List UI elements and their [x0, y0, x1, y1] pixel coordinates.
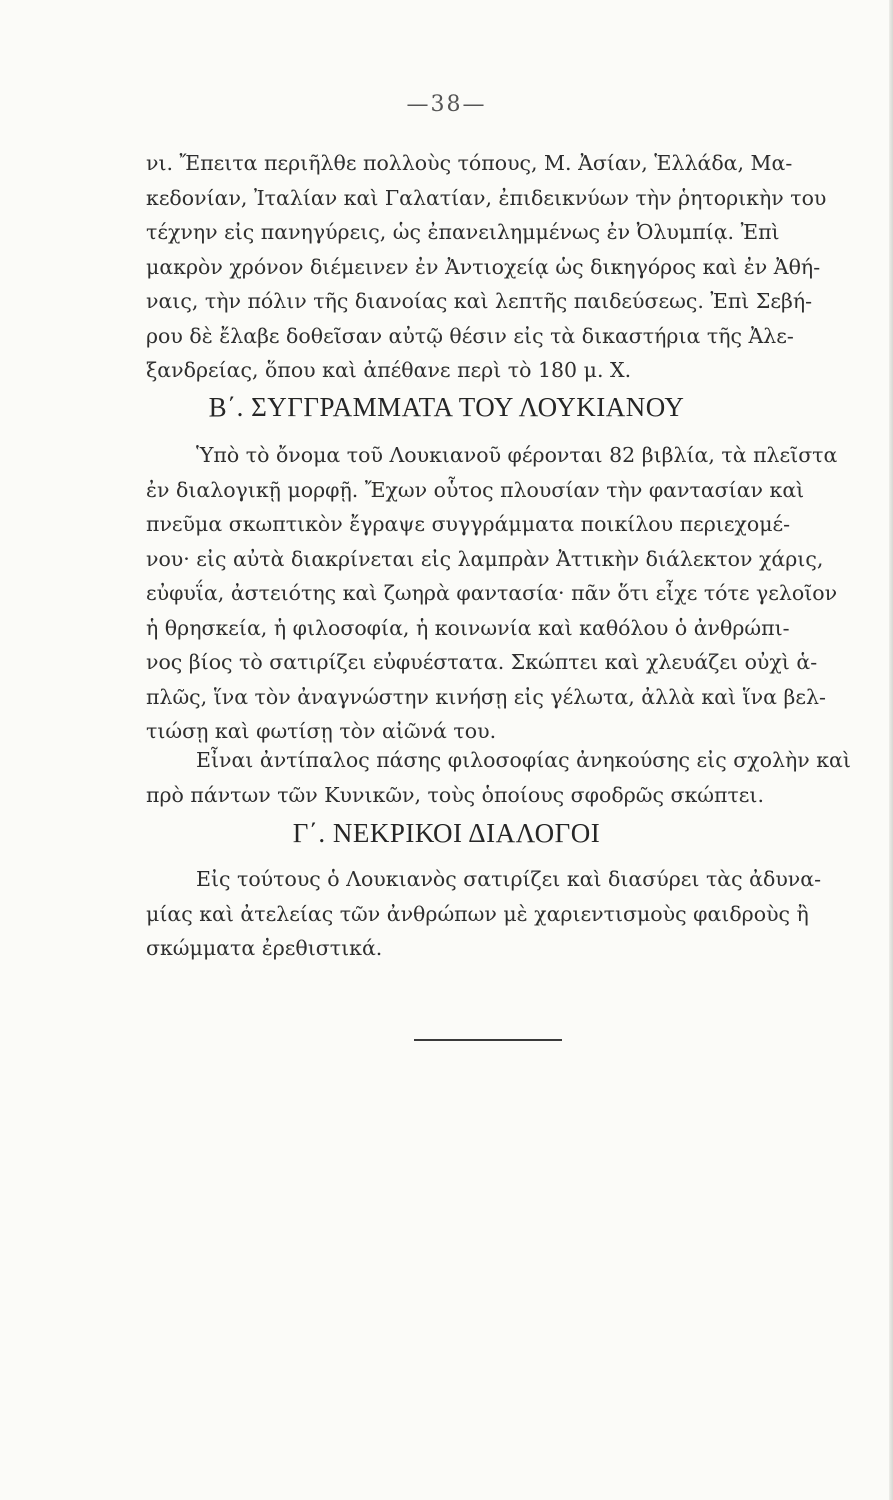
- text-line: τιώσῃ καὶ φωτίσῃ τὸν αἰῶνά του.: [146, 719, 497, 743]
- paragraph-opponent: [146, 743, 851, 812]
- text-line: μακρὸν χρόνον διέμεινεν ἐν Ἀντιοχείᾳ ὡς δικηγόρος καὶ ἐν Ἀθή-: [146, 254, 821, 279]
- text-line: πνεῦμα σκωπτικὸν ἔγραψε συγγράμματα ποικίλου περιεχομέ-: [146, 512, 791, 536]
- text-line: τέχνην εἰς πανηγύρεις, ὡς ἐπανειλημμένως ἐν Ὀλυμπίᾳ. Ἐπὶ: [146, 220, 780, 244]
- text-line: κεδονίαν, Ἰταλίαν καὶ Γαλατίαν, ἐπιδεικνύων τὴν ῥητορικὴν του: [146, 185, 827, 210]
- text-line: σκώμματα ἐρεθιστικά.: [146, 936, 383, 960]
- text-line: νος βίος τὸ σατιρίζει εὐφυέστατα. Σκώπτει καὶ χλευάζει οὐχὶ ἁ-: [146, 650, 818, 674]
- text-line: εὐφυΐα, ἀστειότης καὶ ζωηρὰ φαντασία· πᾶν ὅτι εἶχε τότε γελοῖον: [146, 581, 838, 605]
- text-line: πρὸ πάντων τῶν Κυνικῶν, τοὺς ὁποίους σφοδρῶς σκώπτει.: [146, 782, 764, 807]
- text-line: Ὑπὸ τὸ ὄνομα τοῦ Λουκιανοῦ φέρονται 82 βιβλία, τὰ πλεῖστα: [196, 443, 838, 467]
- text-line: ἡ θρησκεία, ἡ φιλοσοφία, ἡ κοινωνία καὶ καθόλου ὁ ἀνθρώπι-: [146, 615, 790, 640]
- text-line: πλῶς, ἵνα τὸν ἀναγνώστην κινήσῃ εἰς γέλωτα, ἀλλὰ καὶ ἵνα βελ-: [146, 684, 826, 709]
- page-edge: [889, 0, 893, 1500]
- paragraph-dialogues: [146, 862, 822, 966]
- text-line: Εἶναι ἀντίπαλος πάσης φιλοσοφίας ἀνηκούσης εἰς σχολὴν καὶ: [196, 748, 851, 772]
- text-line: ναις, τὴν πόλιν τῆς διανοίας καὶ λεπτῆς παιδεύσεως. Ἐπὶ Σεβή-: [146, 289, 813, 313]
- paragraph-writings: [146, 438, 838, 749]
- text-line: νου· εἰς αὐτὰ διακρίνεται εἰς λαμπρὰν Ἀττικὴν διάλεκτον χάρις,: [146, 546, 824, 571]
- section-heading-dialogues: Γ΄. ΝΕΚΡΙΚΟΙ ΔΙΑΛΟΓΟΙ: [292, 818, 601, 848]
- paragraph-biography: [146, 146, 827, 388]
- section-heading-writings: Β΄. ΣΥΓΓΡΑΜΜΑΤΑ ΤΟΥ ΛΟΥΚΙΑΝΟΥ: [208, 392, 685, 422]
- text-line: μίας καὶ ἀτελείας τῶν ἀνθρώπων μὲ χαριεντισμοὺς φαιδροὺς ἢ: [146, 901, 809, 926]
- text-line: νι. Ἔπειτα περιῆλθε πολλοὺς τόπους, Μ. Ἀσίαν, Ἑλλάδα, Μα-: [146, 151, 793, 175]
- text-line: Εἰς τούτους ὁ Λουκιανὸς σατιρίζει καὶ διασύρει τὰς ἀδυνα-: [196, 867, 822, 891]
- text-line: ἐν διαλογικῇ μορφῇ. Ἔχων οὗτος πλουσίαν τὴν φαντασίαν καὶ: [146, 477, 805, 502]
- text-line: ρου δὲ ἔλαβε δοθεῖσαν αὐτῷ θέσιν εἰς τὰ δικαστήρια τῆς Ἀλε-: [146, 323, 794, 348]
- text-line: ξανδρείας, ὅπου καὶ ἀπέθανε περὶ τὸ 180 μ. Χ.: [146, 358, 632, 382]
- page-number: —38—: [406, 92, 487, 117]
- end-rule: [414, 1039, 562, 1041]
